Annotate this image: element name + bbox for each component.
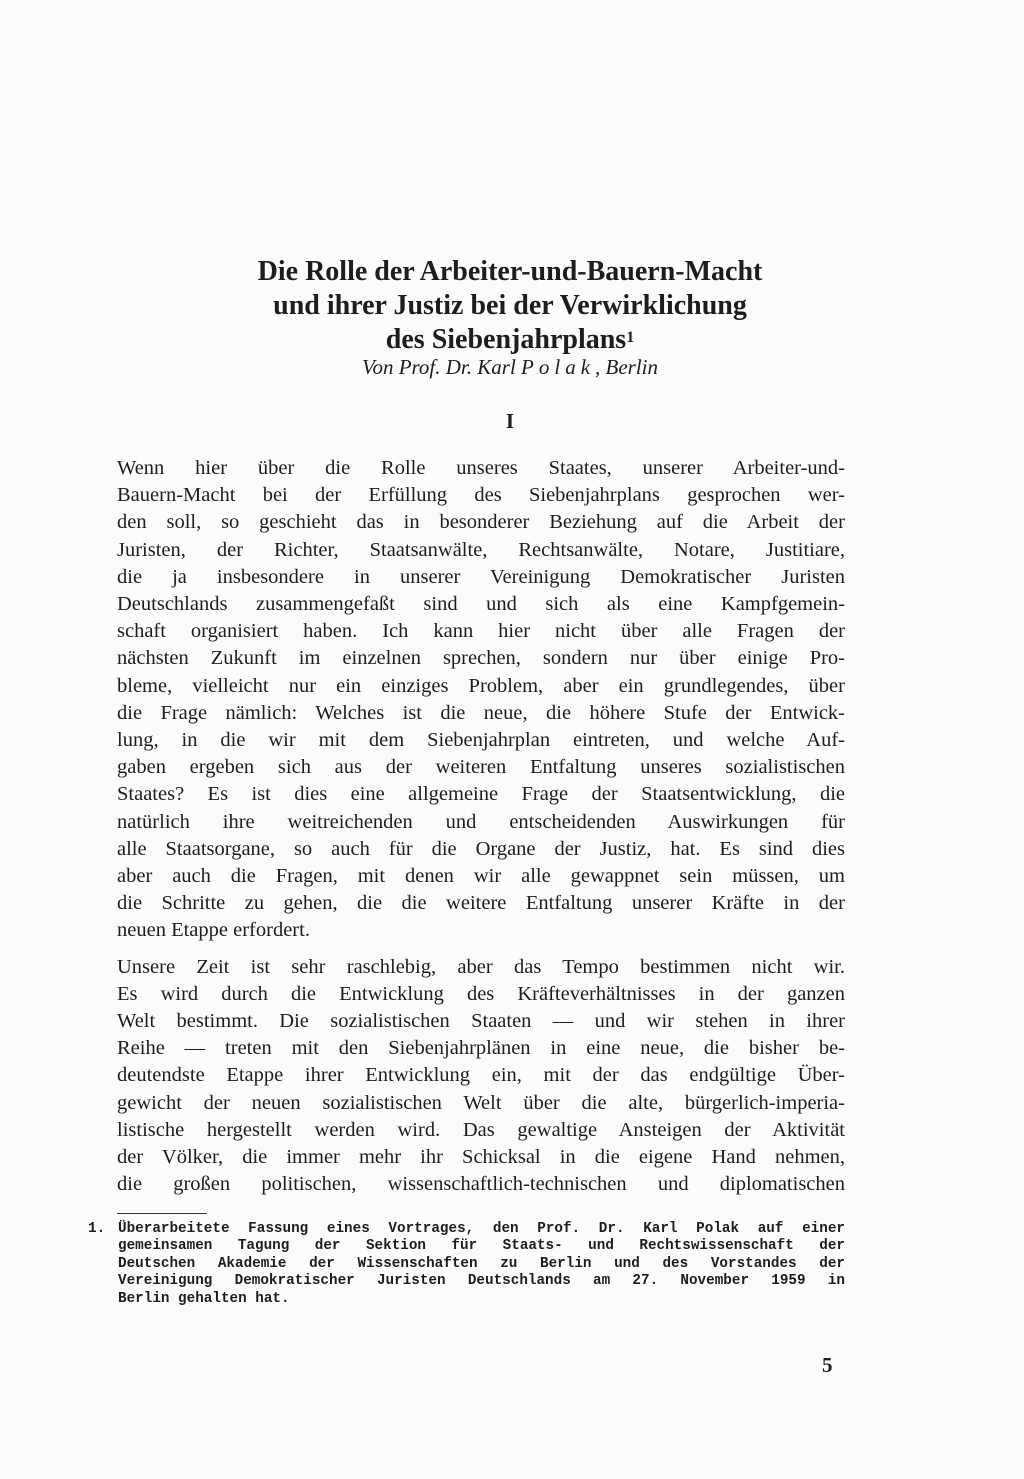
text-line: gewicht der neuen sozialistischen Welt über die alte, bürgerlich-imperia- — [117, 1091, 845, 1114]
body-text — [117, 455, 845, 1198]
text-line: den soll, so geschieht das in besonderer Beziehung auf die Arbeit der — [117, 511, 845, 534]
section-number: I — [505, 409, 515, 433]
article-title — [150, 255, 870, 357]
text-line: lung, in die wir mit dem Siebenjahrplan eintreten, und welche Auf- — [117, 729, 845, 752]
title-line-3 — [150, 323, 870, 357]
text-line: neuen Etappe erfordert. — [117, 919, 310, 942]
text-line: Reihe — treten mit den Siebenjahrplänen in eine neue, die bisher be- — [117, 1037, 845, 1060]
text-line: die ja insbesondere in unserer Vereinigung Demokratischer Juristen — [117, 565, 845, 588]
author-byline — [200, 354, 820, 380]
author-suffix: , Berlin — [595, 355, 659, 379]
text-line: die großen politischen, wissenschaftlich-technischen und diplomatischen — [117, 1173, 845, 1196]
text-line: deutendste Etappe ihrer Entwicklung ein, mit der das endgültige Über- — [117, 1064, 845, 1087]
paragraph-2 — [117, 954, 845, 1199]
paragraph-gap — [117, 945, 845, 954]
paragraph-1 — [117, 455, 845, 945]
text-line: schaft organisiert haben. Ich kann hier nicht über alle Fragen der — [117, 620, 845, 643]
title-footnote-ref: 1 — [626, 329, 635, 346]
footnote-number: 1. — [88, 1221, 106, 1237]
text-line: Unsere Zeit ist sehr raschlebig, aber das Tempo bestimmen nicht wir. — [117, 955, 845, 978]
author-prefix: Von Prof. Dr. Karl — [361, 355, 522, 379]
text-line: alle Staatsorgane, so auch für die Organe der Justiz, hat. Es sind dies — [117, 837, 845, 860]
text-line: Deutschlands zusammengefaßt sind und sich als eine Kampfgemein- — [117, 593, 845, 616]
footnote-line: Berlin gehalten hat. — [118, 1290, 290, 1307]
title-line-3-text: des Siebenjahrplans — [385, 324, 627, 355]
text-line: Staates? Es ist dies eine allgemeine Frage der Staatsentwicklung, die — [117, 783, 845, 806]
footnote-line: Deutschen Akademie der Wissenschaften zu Berlin und des Vorstandes der — [118, 1255, 845, 1272]
text-line: bleme, vielleicht nur ein einziges Problem, aber ein grundlegendes, über — [117, 674, 845, 697]
page-number: 5 — [822, 1353, 833, 1377]
text-line: listische hergestellt werden wird. Das gewaltige Ansteigen der Aktivität — [117, 1118, 845, 1141]
text-line: nächsten Zukunft im einzelnen sprechen, sondern nur über einige Pro- — [117, 647, 845, 670]
footnote-line: gemeinsamen Tagung der Sektion für Staats- und Rechtswissenschaft der — [118, 1238, 845, 1255]
title-line-1: Die Rolle der Arbeiter-und-Bauern-Macht — [257, 256, 763, 287]
author-surname: Polak — [521, 355, 596, 379]
text-line: Bauern-Macht bei der Erfüllung des Siebenjahrplans gesprochen wer- — [117, 484, 845, 507]
text-line: Welt bestimmt. Die sozialistischen Staaten — und wir stehen in ihrer — [117, 1010, 845, 1033]
text-line: Juristen, der Richter, Staatsanwälte, Rechtsanwälte, Notare, Justitiare, — [117, 538, 845, 561]
title-line-2: und ihrer Justiz bei der Verwirklichung — [273, 290, 747, 321]
text-line: die Schritte zu gehen, die die weitere Entfaltung unserer Kräfte in der — [117, 892, 845, 915]
text-line: Es wird durch die Entwicklung des Kräfteverhältnisses in der ganzen — [117, 982, 845, 1005]
text-line: aber auch die Fragen, mit denen wir alle gewappnet sein müssen, um — [117, 865, 845, 888]
text-line: natürlich ihre weitreichenden und entscheidenden Auswirkungen für — [117, 810, 845, 833]
footnote-body — [118, 1221, 845, 1308]
footnote-line: Überarbeitete Fassung eines Vortrages, den Prof. Dr. Karl Polak auf einer — [118, 1221, 845, 1237]
footnote-line: Vereinigung Demokratischer Juristen Deutschlands am 27. November 1959 in — [118, 1273, 845, 1290]
footnote-divider — [117, 1213, 207, 1214]
footnote — [88, 1221, 845, 1308]
text-line: gaben ergeben sich aus der weiteren Entfaltung unseres sozialistischen — [117, 756, 845, 779]
text-line: die Frage nämlich: Welches ist die neue, die höhere Stufe der Entwick- — [117, 701, 845, 724]
text-line: der Völker, die immer mehr ihr Schicksal in die eigene Hand nehmen, — [117, 1146, 845, 1169]
text-line: Wenn hier über die Rolle unseres Staates, unserer Arbeiter-und- — [117, 457, 845, 479]
